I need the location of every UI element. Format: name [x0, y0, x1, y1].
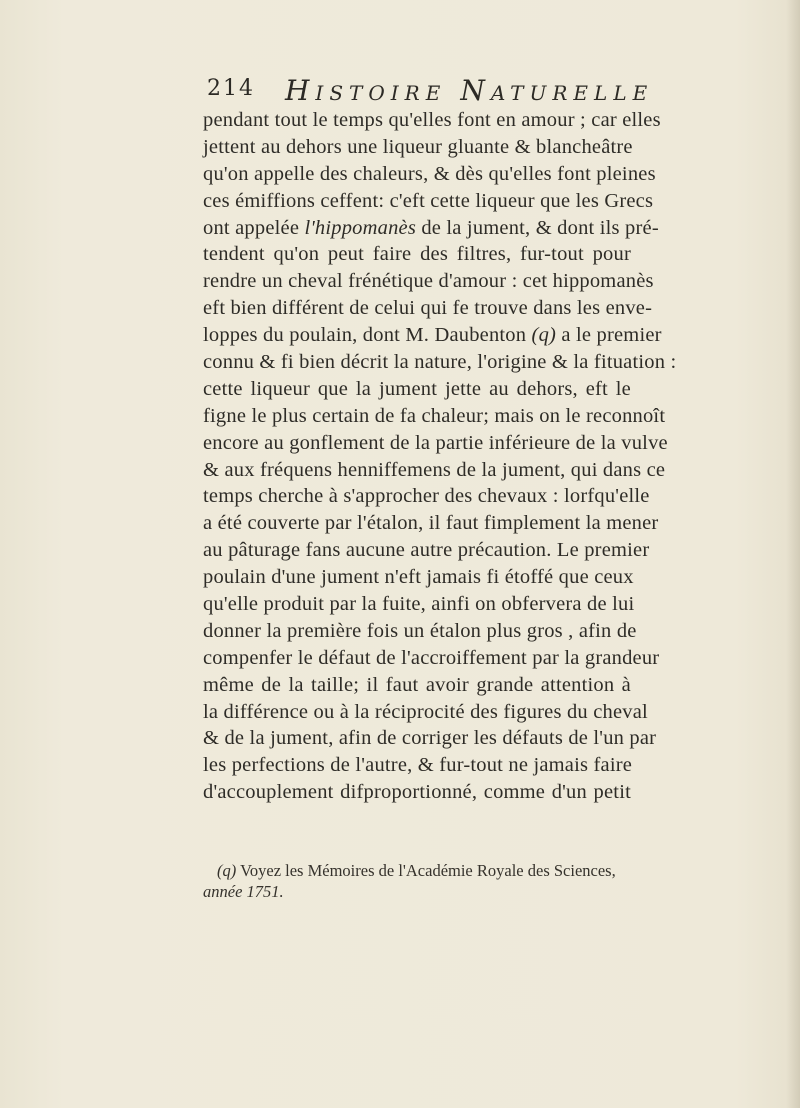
text-line: & aux fréquens henniffemens de la jument, qui dans ce	[203, 458, 666, 481]
text-line: d'accouplement difproportionné, comme d'un petit	[203, 781, 631, 804]
text-line: qu'elle produit par la fuite, ainfi on obfervera de lui	[203, 593, 635, 616]
text-line: qu'on appelle des chaleurs, & dès qu'elles font pleines	[203, 162, 656, 185]
text-line: temps cherche à s'approcher des chevaux : lorfqu'elle	[203, 485, 650, 508]
page-number: 214	[207, 76, 255, 101]
text-line: eft bien différent de celui qui fe trouve dans les enve-	[203, 297, 653, 320]
text-line: a été couverte par l'étalon, il faut fimplement la mener	[203, 512, 659, 535]
text-line: encore au gonflement de la partie inférieure de la vulve	[203, 431, 668, 454]
text-line: même de la taille; il faut avoir grande attention à	[203, 673, 631, 696]
running-title: HISTOIRE NATURELLE	[285, 74, 654, 107]
text-line: les perfections de l'autre, & fur-tout ne jamais faire	[203, 754, 633, 777]
text-line: pendant tout le temps qu'elles font en amour ; car elles	[203, 109, 661, 131]
footnote-line	[203, 860, 631, 881]
footnote-mark: (q)	[217, 861, 237, 880]
text-line: figne le plus certain de fa chaleur; mais on le reconnoît	[203, 404, 666, 427]
text-line: connu & fi bien décrit la nature, l'origine & la fituation :	[203, 351, 677, 374]
footnote	[203, 860, 631, 902]
text-line: cette liqueur que la jument jette au dehors, eft le	[203, 377, 631, 400]
body-text	[203, 107, 677, 806]
text-line: au pâturage fans aucune autre précaution. Le premier	[203, 539, 650, 562]
footnote-year-line	[203, 881, 631, 902]
text-line: tendent qu'on peut faire des filtres, fur-tout pour	[203, 243, 631, 266]
text-line: jettent au dehors une liqueur gluante & blancheâtre	[203, 135, 633, 158]
text-line: ont appelée l'hippomanès de la jument, & dont ils pré-	[203, 216, 659, 239]
text-line: loppes du poulain, dont M. Daubenton (q) a le premier	[203, 324, 662, 347]
text-line: la différence ou à la réciprocité des figures du cheval	[203, 700, 648, 723]
text-line: donner la première fois un étalon plus gros , afin de	[203, 619, 637, 642]
running-head	[207, 74, 654, 107]
footnote-text: Voyez les Mémoires de l'Académie Royale des Sciences,	[240, 861, 616, 880]
text-line: poulain d'une jument n'eft jamais fi étoffé que ceux	[203, 566, 634, 589]
text-line: rendre un cheval frénétique d'amour : cet hippomanès	[203, 270, 654, 293]
text-line: & de la jument, afin de corriger les défauts de l'un par	[203, 727, 657, 750]
footnote-year: année 1751.	[203, 882, 284, 901]
text-line: ces émiffions ceffent: c'eft cette liqueur que les Grecs	[203, 189, 654, 212]
page-edge-shadow	[786, 0, 800, 1108]
text-line: compenfer le défaut de l'accroiffement par la grandeur	[203, 646, 660, 669]
